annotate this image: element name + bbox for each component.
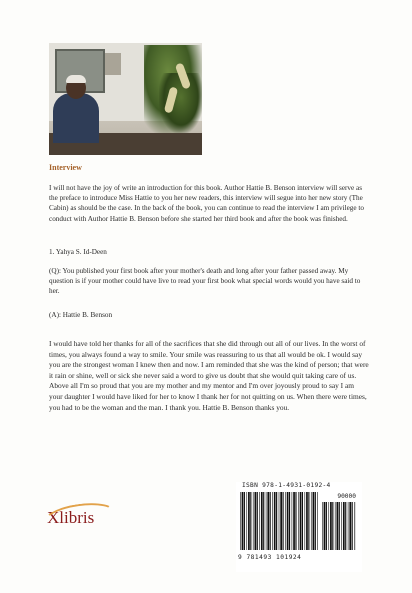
author-photo (49, 43, 202, 155)
intro-paragraph: I will not have the joy of write an introduction for this book. Author Hattie B. Benson interview will serve as the preface to introduce Miss Hattie to you her new readers, this interview will segue into her new story (The Cabin) as should be the case. In the back of the book, you can continue to read the interview I am privilege to conduct with Author Hattie B. Benson before she started her third book and after the book was finished. (49, 184, 364, 223)
publisher-logo (47, 508, 94, 528)
addon-barcode-bars-icon (322, 502, 356, 550)
price-code: 90000 (337, 493, 356, 500)
isbn-text: ISBN 978-1-4931-0192-4 (242, 482, 331, 489)
barcode-number: 9 781493 101924 (238, 554, 302, 561)
section-heading: Interview (49, 163, 82, 172)
isbn-barcode (236, 482, 362, 572)
interview-question: (Q): You published your first book after your mother's death and long after your father passed away. My question is if your mother could have live to read your first book what special words would you have said to her. (49, 267, 361, 296)
logo-swoosh-icon (41, 499, 118, 537)
answer-label: (A): Hattie B. Benson (49, 311, 113, 319)
interview-answer: I would have told her thanks for all of the sacrifices that she did through out all of our lives. In the worst of times, you always found a way to smile. Your smile was reassuring to us that all would be ok. I would say you are the strongest woman I knew then and now. I am reminded that she was the kind of person; that were it rain or shine, well or sick she never said a word to give us doubt that she would quit taking care of us. Above all I'm so proud that you are my mother and my mentor and I'm over joyously proud to say I am your daughter I would have liked for her to know I thank her for not quitting on us. When there were times, you had to be the woman and the man. I thank you. Hattie B. Benson thanks you. (49, 339, 369, 412)
barcode-bars-icon (240, 492, 318, 550)
publisher-logo-text: Xlibris (47, 508, 95, 527)
interviewer-name: 1. Yahya S. Id-Deen (49, 248, 107, 256)
